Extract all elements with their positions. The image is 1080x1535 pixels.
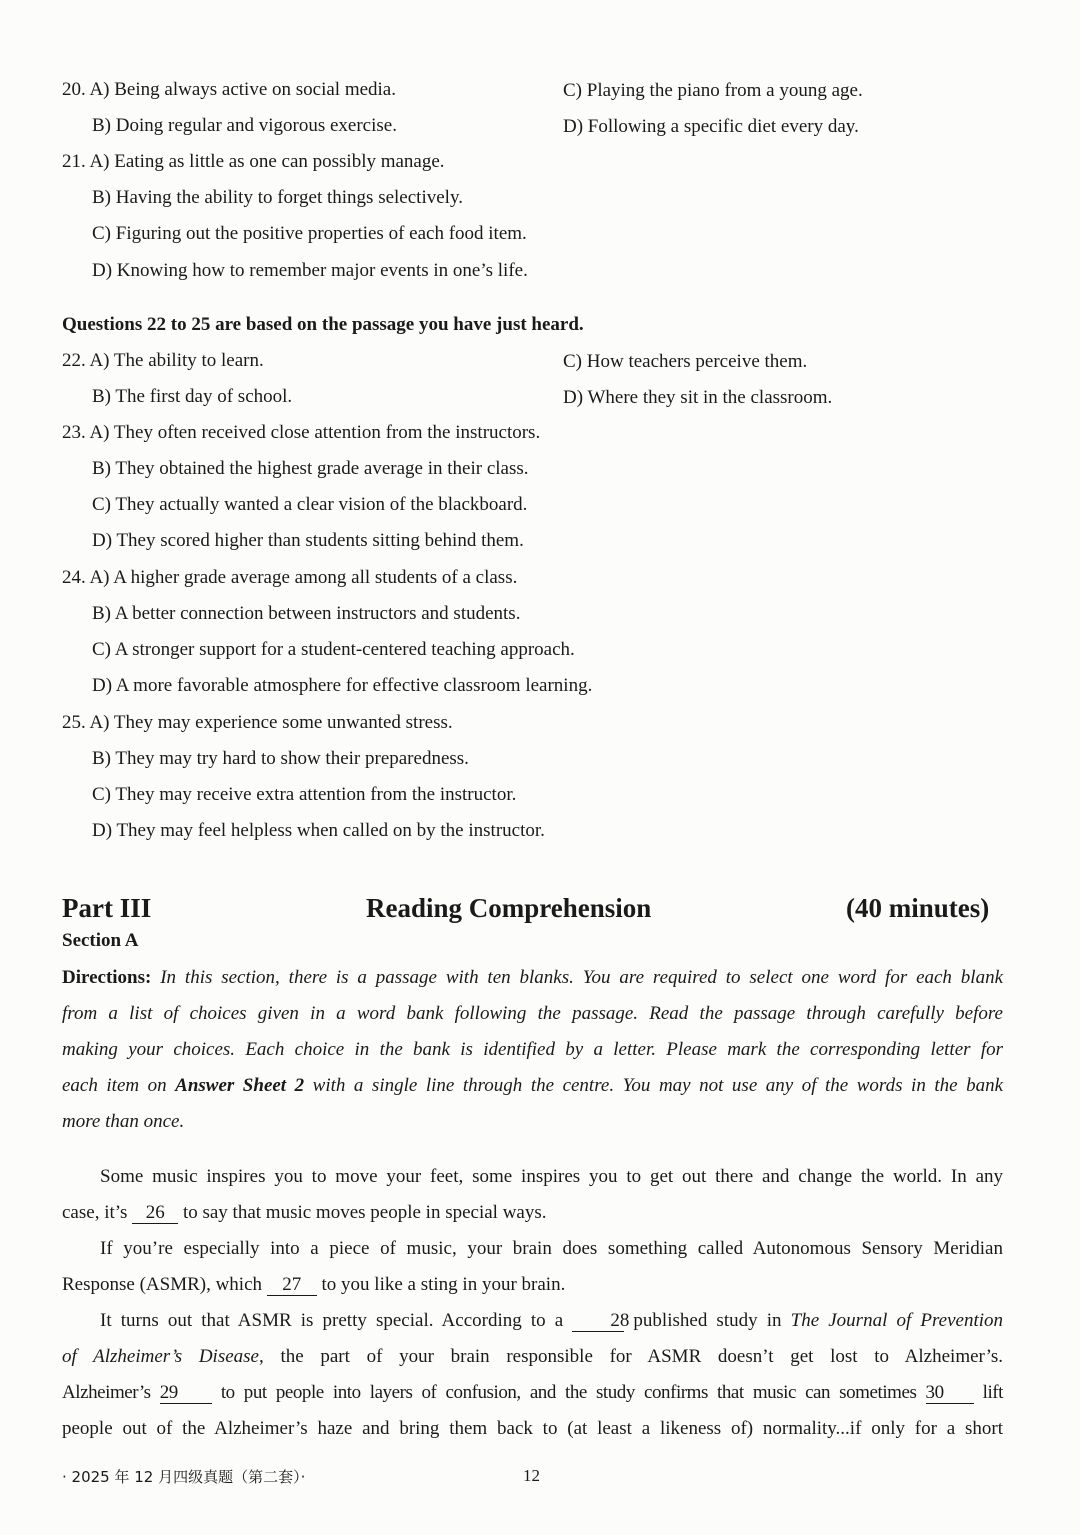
passage-line: Some music inspires you to move your feet, some inspires you to get out there and change the world. In any — [100, 1166, 1003, 1187]
question-22-option-a — [62, 349, 264, 373]
passage-text: case, it’s — [62, 1202, 133, 1223]
footer-source: · 2025 年 12 月四级真题（第二套）· — [62, 1468, 306, 1486]
passage-line: people out of the Alzheimer’s haze and bring them back to (at least a likeness of) normality...if only for a short — [62, 1418, 1003, 1439]
question-21-option-b: B) Having the ability to forget things selectively. — [92, 187, 463, 208]
directions-label: Directions: — [62, 967, 152, 988]
question-22-option-b: B) The first day of school. — [92, 386, 293, 407]
passage-text: Alzheimer’s — [62, 1382, 160, 1403]
question-22-option-c: C) How teachers perceive them. — [563, 351, 808, 372]
question-24-option-a — [62, 566, 517, 590]
question-24-option-c: C) A stronger support for a student-centered teaching approach. — [92, 639, 575, 660]
page-number: 12 — [523, 1466, 540, 1485]
passage-text: Response (ASMR), which — [62, 1274, 267, 1295]
directions-line — [62, 960, 1003, 996]
question-24-option-d: D) A more favorable atmosphere for effective classroom learning. — [92, 675, 593, 696]
passage-text: to say that music moves people in special ways. — [178, 1202, 547, 1223]
passage-line — [62, 1303, 1003, 1339]
passage-line: If you’re especially into a piece of music, your brain does something called Autonomous Sensory Meridian — [100, 1238, 1003, 1259]
question-23-option-d: D) They scored higher than students sitting behind them. — [92, 530, 524, 551]
passage-text: published study in — [624, 1310, 791, 1331]
directions — [62, 960, 1003, 1140]
directions-line: more than once. — [62, 1111, 185, 1132]
questions-22-25-instruction: Questions 22 to 25 are based on the passage you have just heard. — [62, 314, 584, 335]
question-number: 23. — [62, 422, 86, 443]
part-label: Part III — [62, 893, 152, 923]
passage-text: , the part of your brain responsible for ASMR doesn’t get lost to Alzheimer’s. — [259, 1346, 1003, 1367]
question-20-option-b: B) Doing regular and vigorous exercise. — [92, 115, 397, 136]
directions-text: each item on — [62, 1075, 176, 1096]
passage — [62, 1159, 1003, 1447]
question-25-option-c: C) They may receive extra attention from the instructor. — [92, 784, 517, 805]
blank-28: 28 — [572, 1311, 624, 1332]
question-number: 25. — [62, 712, 86, 733]
question-number: 22. — [62, 350, 86, 371]
journal-title: of Alzheimer’s Disease — [62, 1346, 259, 1367]
answer-sheet-reference: Answer Sheet 2 — [175, 1075, 305, 1096]
option-text: A) The ability to learn. — [89, 350, 264, 371]
passage-text: It turns out that ASMR is pretty special. According to a — [100, 1310, 573, 1331]
section-heading: Section A — [62, 930, 139, 951]
passage-line — [62, 1267, 1003, 1303]
directions-line: from a list of choices given in a word bank following the passage. Read the passage through carefully before — [62, 1003, 1003, 1024]
option-text: A) A higher grade average among all students of a class. — [89, 567, 518, 588]
option-text: A) Eating as little as one can possibly manage. — [89, 151, 445, 172]
question-20-option-c: C) Playing the piano from a young age. — [563, 80, 863, 101]
question-25-option-d: D) They may feel helpless when called on by the instructor. — [92, 820, 545, 841]
part-title: Reading Comprehension — [366, 893, 652, 923]
directions-line: making your choices. Each choice in the bank is identified by a letter. Please mark the corresponding letter for — [62, 1039, 1003, 1060]
passage-line — [62, 1375, 1003, 1411]
blank-30: 30 — [926, 1383, 974, 1404]
question-20-option-a — [62, 78, 396, 102]
question-25-option-a — [62, 711, 453, 735]
question-20-option-d: D) Following a specific diet every day. — [563, 116, 859, 137]
passage-text: to put people into layers of confusion, and the study confirms that music can sometimes — [211, 1382, 926, 1403]
question-25-option-b: B) They may try hard to show their preparedness. — [92, 748, 469, 769]
question-24-option-b: B) A better connection between instructors and students. — [92, 603, 521, 624]
passage-line — [62, 1195, 1003, 1231]
question-21-option-a — [62, 150, 445, 174]
blank-27: 27 — [267, 1275, 317, 1296]
question-number: 24. — [62, 567, 86, 588]
question-number: 21. — [62, 151, 86, 172]
part-time-limit: (40 minutes) — [846, 893, 990, 923]
option-text: A) They often received close attention from the instructors. — [89, 422, 541, 443]
question-number: 20. — [62, 79, 86, 100]
passage-text: to you like a sting in your brain. — [316, 1274, 566, 1295]
question-23-option-a — [62, 421, 540, 445]
blank-29: 29 — [160, 1383, 212, 1404]
question-22-option-d: D) Where they sit in the classroom. — [563, 387, 833, 408]
directions-text: with a single line through the centre. You may not use any of the words in the bank — [304, 1075, 1004, 1096]
directions-text: In this section, there is a passage with ten blanks. You are required to select one word for each blank — [160, 967, 1004, 988]
journal-title: The Journal of Prevention — [790, 1310, 1004, 1331]
directions-line — [62, 1068, 1003, 1104]
option-text: A) Being always active on social media. — [89, 79, 396, 100]
question-23-option-c: C) They actually wanted a clear vision of the blackboard. — [92, 494, 528, 515]
question-23-option-b: B) They obtained the highest grade average in their class. — [92, 458, 529, 479]
passage-line — [62, 1339, 1003, 1375]
question-21-option-c: C) Figuring out the positive properties of each food item. — [92, 223, 527, 244]
question-21-option-d: D) Knowing how to remember major events in one’s life. — [92, 260, 528, 281]
blank-26: 26 — [132, 1203, 178, 1224]
option-text: A) They may experience some unwanted stress. — [89, 712, 453, 733]
passage-text: lift — [973, 1382, 1003, 1403]
